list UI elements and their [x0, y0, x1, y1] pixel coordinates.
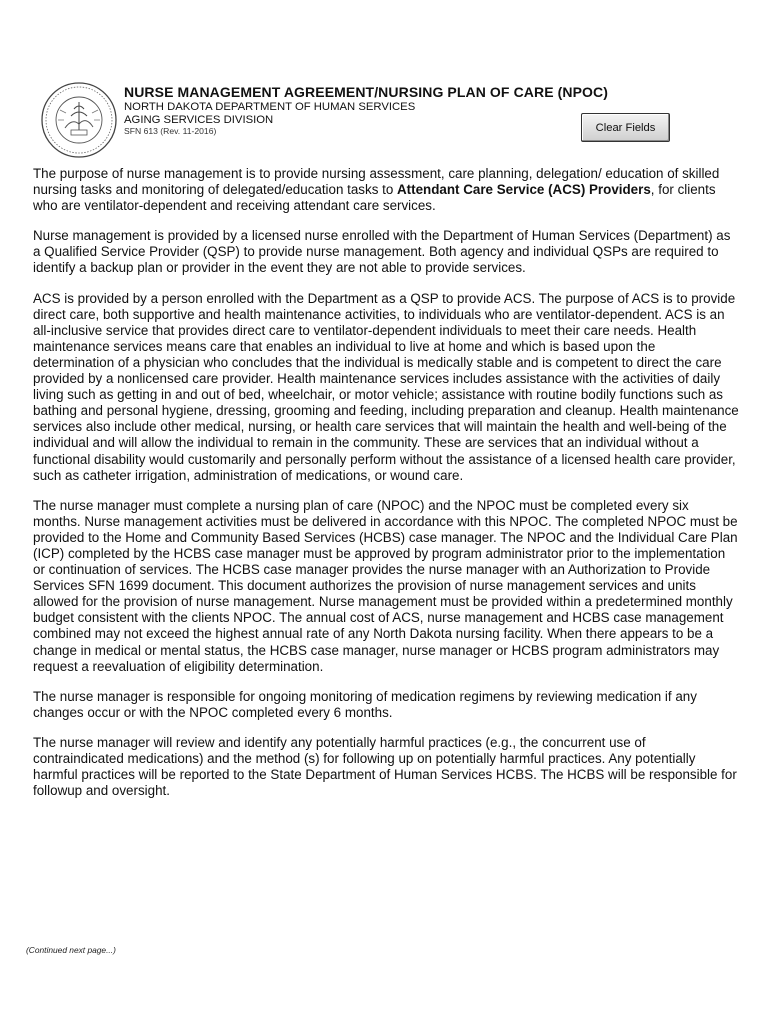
state-seal-icon: [38, 80, 120, 160]
division-name: AGING SERVICES DIVISION: [124, 113, 274, 126]
paragraph-npoc: The nurse manager must complete a nursing plan of care (NPOC) and the NPOC must be completed every six months. Nurse management activities must be delivered in accordance with this NPOC. The completed NPOC must be provided to the Home and Community Based Services (HCBS) case manager. The NPOC and the Individual Care Plan (ICP) completed by the HCBS case manager must be approved by program administrator prior to the implementation or continuation of services. The HCBS case manager provides the nurse manager with an Authorization to Provide Services SFN 1699 document. This document authorizes the provision of nurse management services and units allowed for the provision of nurse management. Nurse management must be provided within a predetermined monthly budget consistent with the clients NPOC. The annual cost of ACS, nurse management and HCBS case management combined may not exceed the highest annual rate of any North Dakota nursing facility. When there appears to be a change in medical or mental status, the HCBS case manager, nurse manager or HCBS program administrators may request a reevaluation of eligibility determination.: [33, 497, 738, 674]
paragraph-nurse-management: Nurse management is provided by a licensed nurse enrolled with the Department of Human Services (Department) as a Qualified Service Provider (QSP) to provide nurse management. Both agency and individual QSPs are required to identify a backup plan or provider in the event they are not able to provide services.: [33, 228, 731, 276]
form-number: SFN 613 (Rev. 11-2016): [124, 126, 217, 136]
form-title: NURSE MANAGEMENT AGREEMENT/NURSING PLAN OF CARE (NPOC): [124, 84, 608, 100]
paragraph-acs: ACS is provided by a person enrolled with the Department as a QSP to provide ACS. The purpose of ACS is to provide direct care, both supportive and health maintenance activities, to individuals who are ventilator-dependent. ACS is an all-inclusive service that provides direct care to ventilator-dependent individuals to meet their care needs. Health maintenance services means care that enables an individual to live at home and which is based upon the determination of a physician who concludes that the individual is medically stable and is competent to direct the care provided by a nonlicensed care provider. Health maintenance services includes assistance with the activities of daily living such as getting in and out of bed, wheelchair, or motor vehicle; assistance with routine bodily functions such as bathing and personal hygiene, dressing, grooming and feeding, including preparation and cleanup. Health maintenance services also include other medical, nursing, or health care services that will maintain the health and well-being of the individual and will allow the individual to remain in the community. These are services that an individual without a functional disability would customarily and personally perform without the assistance of a licensed health care provider, such as catheter irrigation, administration of medications, or wound care.: [33, 290, 739, 483]
paragraph-purpose: The purpose of nurse management is to provide nursing assessment, care planning, delegation/ education of skilled nursing tasks and monitoring of delegated/education tasks to Attendant Care Service (ACS) Providers, for clients who are ventilator-dependent and receiving attendant care services.: [33, 166, 720, 214]
instructions-body: [33, 166, 739, 813]
department-name: NORTH DAKOTA DEPARTMENT OF HUMAN SERVICES: [124, 101, 416, 113]
paragraph-harmful-practices: The nurse manager will review and identify any potentially harmful practices (e.g., the concurrent use of contraindicated medications) and the method (s) for following up on potentially harmful practices. Any potentially harmful practices will be reported to the State Department of Human Services HCBS. The HCBS will be responsible for followup and oversight.: [33, 734, 737, 799]
clear-fields-button[interactable]: Clear Fields: [581, 113, 670, 142]
paragraph-medication: The nurse manager is responsible for ongoing monitoring of medication regimens by reviewing medication if any changes occur or with the NPOC completed every 6 months.: [33, 688, 697, 720]
form-header: [124, 84, 608, 137]
continued-note: (Continued next page...): [26, 945, 116, 955]
